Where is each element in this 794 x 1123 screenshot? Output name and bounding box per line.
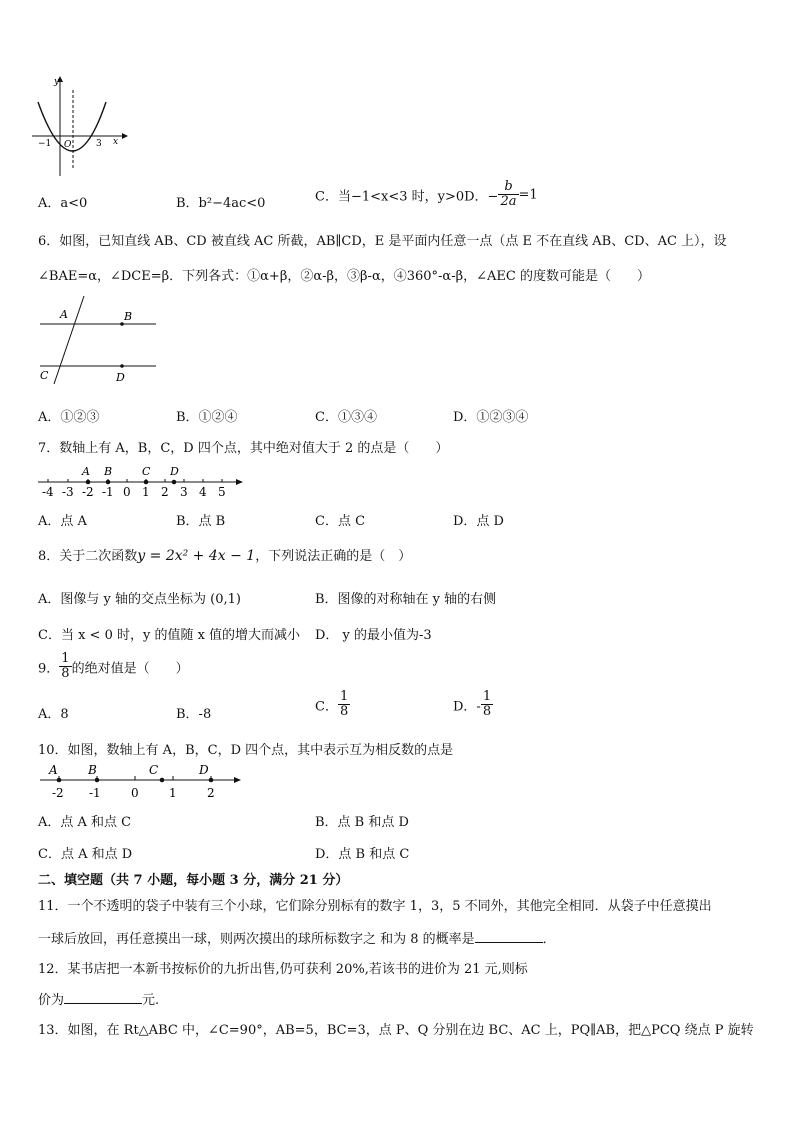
q6-option-c: C．①③④	[315, 410, 377, 425]
label-a: A	[82, 465, 90, 478]
point-a	[57, 778, 62, 783]
frac-den: 8	[61, 666, 70, 682]
label-a: A	[49, 763, 58, 777]
q10-option-d: D．点 B 和点 C	[315, 847, 410, 862]
q9-option-d-fraction	[481, 690, 493, 720]
tick-label: -2	[82, 485, 94, 499]
q5-option-b: B．b²−4ac<0	[176, 196, 266, 211]
tick-label: 1	[169, 786, 177, 800]
label-a: A	[60, 308, 68, 321]
q5-option-c	[315, 180, 538, 210]
label-c: C	[142, 465, 151, 478]
point-d	[120, 364, 124, 368]
q9-prefix: 9．	[38, 661, 60, 677]
frac-den: 2a	[500, 194, 517, 210]
q11-line2	[38, 928, 556, 947]
q6-option-d: D．①②③④	[453, 410, 529, 425]
q7-option-a: A．点 A	[38, 514, 87, 529]
axis-arrow	[234, 777, 241, 783]
tick-label: -2	[52, 786, 64, 800]
q9-fraction	[59, 652, 71, 682]
q7-option-b: B．点 B	[176, 514, 226, 529]
q6-option-b: B．①②④	[176, 410, 238, 425]
tick-marks	[59, 776, 211, 780]
q6-line2: ∠BAE=α，∠DCE=β．下列各式：①α+β，②α-β，③β-α，④360°-α-β，∠AEC 的度数可能是（ ）	[38, 269, 650, 284]
q5-option-a: A．a<0	[38, 196, 88, 211]
label-c: C	[149, 763, 159, 777]
q8-option-d: D． y 的最小值为-3	[315, 628, 432, 643]
frac-den: 8	[482, 704, 492, 720]
q7-stem: 7．数轴上有 A，B，C，D 四个点，其中绝对值大于 2 的点是（ ）	[38, 441, 449, 456]
label-d: D	[170, 465, 179, 478]
q9-option-c	[315, 690, 350, 720]
q9-option-a: A．8	[38, 707, 69, 722]
tick-label: 0	[131, 786, 139, 800]
label-minus1: −1	[38, 139, 52, 149]
q9-option-d	[453, 690, 493, 720]
q8-formula: y = 2x² + 4x − 1	[137, 548, 256, 564]
point-d	[172, 480, 177, 485]
q12-line2-text: 价为	[38, 993, 65, 1008]
label-b: B	[124, 310, 133, 323]
q9-stem	[38, 652, 189, 682]
q9-option-c-label: C．	[315, 699, 338, 715]
q7-option-c: C．点 C	[315, 514, 366, 529]
tick-label: 2	[161, 485, 169, 499]
q9-stem-text: 的绝对值是（ ）	[71, 661, 189, 677]
q5-parabola-graph	[30, 72, 130, 182]
tick-label: -1	[102, 485, 114, 499]
q8-option-a: A．图像与 y 轴的交点坐标为 (0,1)	[38, 592, 241, 607]
q12-line2	[38, 989, 159, 1008]
q10-option-a: A．点 A 和点 C	[38, 815, 132, 830]
frac-num: 1	[339, 689, 349, 704]
q5-option-c-tail: =1	[518, 187, 538, 203]
tick-label: 2	[207, 786, 215, 800]
q7-number-line	[36, 462, 246, 502]
q6-line1: 6．如图，已知直线 AB、CD 被直线 AC 所截，AB∥CD，E 是平面内任意一点（点 E 不在直线 AB、CD、AC 上），设	[38, 234, 727, 249]
frac-num: b	[498, 180, 518, 195]
q5-fraction	[498, 180, 518, 210]
frac-num: 1	[482, 689, 492, 704]
q13-line1: 13．如图，在 Rt△ABC 中，∠C=90°，AB=5，BC=3，点 P、Q 分别在边 BC、AC 上，PQ∥AB，把△PCQ 绕点 P 旋转	[38, 1023, 754, 1038]
label-c: C	[40, 369, 49, 382]
x-axis-arrow	[122, 133, 128, 139]
q6-option-a: A．①②③	[38, 410, 100, 425]
q10-number-line	[38, 760, 244, 802]
label-3: 3	[96, 139, 102, 149]
q10-option-c: C．点 A 和点 D	[38, 847, 133, 862]
q10-option-b: B．点 B 和点 D	[315, 815, 409, 830]
frac-den: 8	[339, 704, 349, 720]
point-b	[106, 480, 111, 485]
tick-label: 5	[218, 485, 226, 499]
label-y: y	[54, 77, 60, 87]
q7-option-d: D．点 D	[453, 514, 504, 529]
q9-option-c-fraction	[338, 690, 350, 720]
tick-label: 1	[142, 485, 150, 499]
q9-option-b: B．-8	[176, 707, 212, 722]
label-d: D	[199, 763, 209, 777]
line-ac	[54, 296, 84, 384]
q5-option-c-text: C．当−1<x<3 时，y>0D．−	[315, 189, 499, 205]
q12-answer-blank[interactable]	[64, 991, 142, 1004]
frac-num: 1	[61, 651, 70, 666]
q8-option-c: C．当 x < 0 时，y 的值随 x 值的增大而减小	[38, 628, 301, 643]
q10-stem: 10．如图，数轴上有 A，B，C，D 四个点，其中表示互为相反数的点是	[38, 743, 454, 758]
q11-answer-blank[interactable]	[475, 930, 543, 943]
q8-stem-post: ，下列说法正确的是（ ）	[255, 549, 412, 564]
tick-label: -4	[42, 485, 54, 499]
point-c	[144, 480, 149, 485]
q6-parallel-lines-figure	[36, 294, 160, 386]
tick-label: -1	[89, 786, 101, 800]
axis-arrow	[236, 479, 243, 485]
tick-label: 0	[123, 485, 131, 499]
q11-line2-text: 一球后放回，再任意摸出一球，则两次摸出的球所标数字之 和为 8 的概率是	[38, 932, 475, 947]
label-d: D	[116, 371, 125, 384]
label-b: B	[104, 465, 113, 478]
tick-label: -3	[62, 485, 74, 499]
q8-stem-pre: 8．关于二次函数	[38, 549, 138, 564]
q11-line1: 11．一个不透明的袋子中装有三个小球，它们除分别标有的数字 1，3，5 不同外，其他完全相同．从袋子中任意摸出	[38, 899, 712, 914]
tick-label: 3	[180, 485, 188, 499]
point-a	[86, 480, 91, 485]
q11-line2-end: ．	[542, 932, 556, 947]
label-x: x	[113, 137, 119, 147]
point-b	[95, 778, 100, 783]
point-c	[160, 778, 165, 783]
q8-option-b: B．图像的对称轴在 y 轴的右侧	[315, 592, 497, 607]
label-b: B	[88, 763, 97, 777]
q12-line2-end: 元.	[142, 993, 160, 1008]
q12-line1: 12．某书店把一本新书按标价的九折出售,仍可获利 20%,若该书的进价为 21 元,则标	[38, 962, 528, 977]
point-d	[209, 778, 214, 783]
label-o: O	[64, 140, 72, 150]
section-2-heading: 二、填空题（共 7 小题，每小题 3 分，满分 21 分）	[38, 873, 349, 888]
q8-stem	[38, 545, 411, 564]
tick-label: 4	[199, 485, 207, 499]
q9-option-d-label: D．-	[453, 699, 481, 715]
